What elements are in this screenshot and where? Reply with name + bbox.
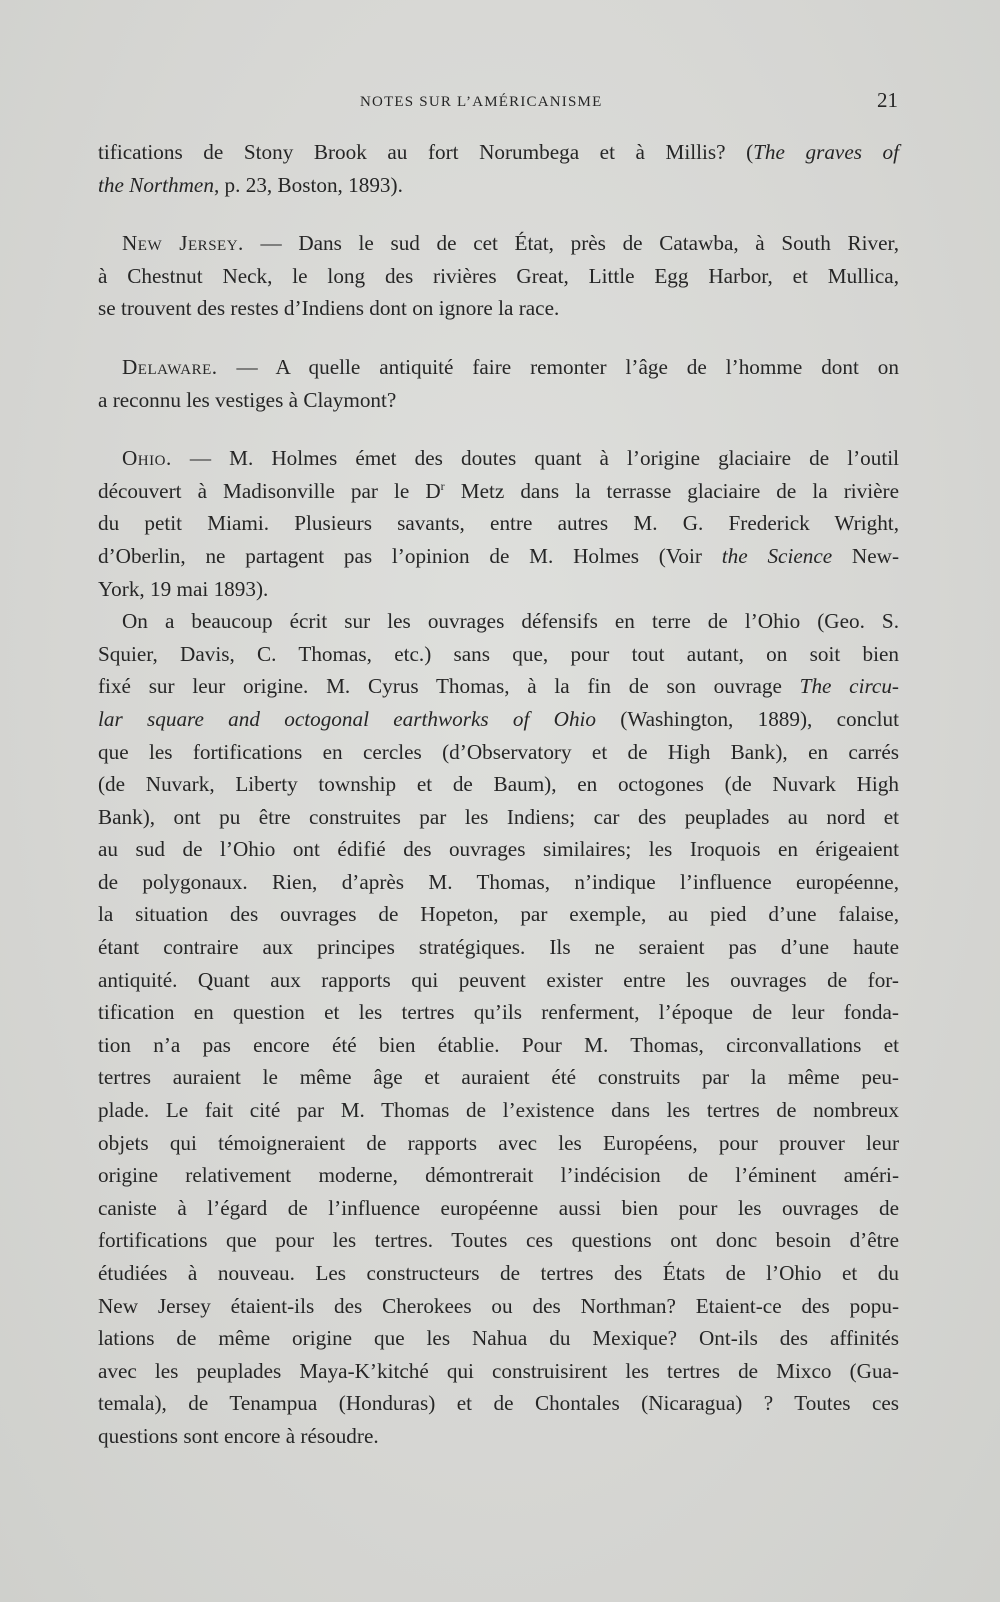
text-line: York, 19 mai 1893).	[98, 576, 269, 601]
text-line: étant contraire aux principes stratégiques. Ils ne seraient pas d’une haute	[98, 935, 899, 960]
text-line: tertres auraient le même âge et auraient été construits par la même peu-	[98, 1065, 899, 1090]
book-title: The graves of	[753, 140, 900, 164]
text-line: étudiées à nouveau. Les constructeurs de tertres des États de l’Ohio et du	[98, 1261, 899, 1285]
text-line: fortifications que pour les tertres. Toutes ces questions ont donc besoin d’être	[98, 1228, 899, 1253]
page-body	[98, 136, 899, 1453]
text-line: tifications de Stony Brook au fort Norumbega et à Millis? (The graves of	[98, 140, 900, 164]
paragraph-continuation	[98, 136, 899, 201]
paragraph-new-jersey	[98, 227, 899, 325]
journal-title: the Science	[721, 543, 833, 568]
section-heading: Delaware.	[122, 354, 218, 379]
text-line: au sud de l’Ohio ont édifié des ouvrages similaires; les Iroquois en érigeaient	[98, 837, 899, 862]
text-line: tion n’a pas encore été bien établie. Pour M. Thomas, circonvallations et	[98, 1032, 899, 1057]
text-line: la situation des ouvrages de Hopeton, par exemple, au pied d’une falaise,	[98, 902, 899, 927]
book-title: the Northmen	[98, 172, 214, 197]
text-line: Ohio. — M. Holmes émet des doutes quant à l’origine glaciaire de l’outil	[122, 446, 899, 471]
text-line: lations de même origine que les Nahua du Mexique? Ont-ils des affinités	[98, 1326, 899, 1351]
text-line: découvert à Madisonville par le $D^r$ Metz dans la terrasse glaciaire de la rivière	[98, 478, 899, 503]
text-line: que les fortifications en cercles (d’Observatory et de High Bank), en carrés	[98, 739, 899, 764]
text-line: questions sont encore à résoudre.	[98, 1423, 379, 1448]
text-line: plade. Le fait cité par M. Thomas de l’existence dans les tertres de nombreux	[98, 1098, 899, 1123]
text-line: caniste à l’égard de l’influence européenne aussi bien pour les ouvrages de	[98, 1195, 899, 1220]
text-line: temala), de Tenampua (Honduras) et de Chontales (Nicaragua) ? Toutes ces	[98, 1391, 899, 1416]
text-line: d’Oberlin, ne partagent pas l’opinion de M. Holmes (Voir the Science New-	[98, 543, 899, 568]
text-line: a reconnu les vestiges à Claymont?	[98, 387, 397, 412]
text-line: du petit Miami. Plusieurs savants, entre autres M. G. Frederick Wright,	[98, 511, 899, 536]
text-line: objets qui témoigneraient de rapports avec les Européens, pour prouver leur	[98, 1130, 899, 1155]
text-line: (de Nuvark, Liberty township et de Baum), en octogones (de Nuvark High	[98, 772, 899, 797]
book-title: The circu-	[799, 674, 899, 699]
text-line: avec les peuplades Maya-K’kitché qui construisirent les tertres de Mixco (Gua-	[98, 1358, 899, 1383]
text-line: Squier, Davis, C. Thomas, etc.) sans que, pour tout autant, on soit bien	[98, 641, 899, 666]
page-header	[98, 88, 898, 118]
text-line: tification en question et les tertres qu’ils renferment, l’époque de leur fonda-	[98, 1000, 899, 1025]
text-line: antiquité. Quant aux rapports qui peuvent exister entre les ouvrages de for-	[98, 967, 899, 992]
text-line: New Jersey. — Dans le sud de cet État, près de Catawba, à South River,	[122, 231, 899, 256]
text-line: se trouvent des restes d’Indiens dont on ignore la race.	[98, 296, 560, 321]
text-line: lar square and octogonal earthworks of Ohio (Washington, 1889), conclut	[98, 706, 899, 731]
text-line: Bank), ont pu être construites par les Indiens; car des peuplades au nord et	[98, 804, 899, 829]
text-line: origine relativement moderne, démontrerait l’indécision de l’éminent améri-	[98, 1163, 899, 1188]
text-line: fixé sur leur origine. M. Cyrus Thomas, à la fin de son ouvrage The circu-	[98, 674, 899, 699]
section-heading: New Jersey.	[122, 231, 244, 256]
page-number: 21	[877, 88, 898, 112]
text-line: de polygonaux. Rien, d’après M. Thomas, n’indique l’influence européenne,	[98, 869, 899, 894]
paragraph-ohio	[98, 442, 899, 605]
text-line: à Chestnut Neck, le long des rivières Great, Little Egg Harbor, et Mullica,	[98, 263, 899, 288]
text-line: the Northmen, p. 23, Boston, 1893).	[98, 172, 403, 197]
paragraph-delaware	[98, 351, 899, 416]
text-line: New Jersey étaient-ils des Cherokees ou des Northman? Etaient-ce des popu-	[98, 1293, 899, 1318]
running-title: NOTES SUR L’AMÉRICANISME	[360, 94, 603, 110]
section-heading: Ohio.	[122, 446, 172, 471]
text-line: On a beaucoup écrit sur les ouvrages défensifs en terre de l’Ohio (Geo. S.	[122, 609, 899, 634]
text-line: Delaware. — A quelle antiquité faire remonter l’âge de l’homme dont on	[122, 354, 899, 379]
paragraph-earthworks	[98, 605, 899, 1452]
book-title: lar square and octogonal earthworks of Ohio	[98, 706, 597, 731]
